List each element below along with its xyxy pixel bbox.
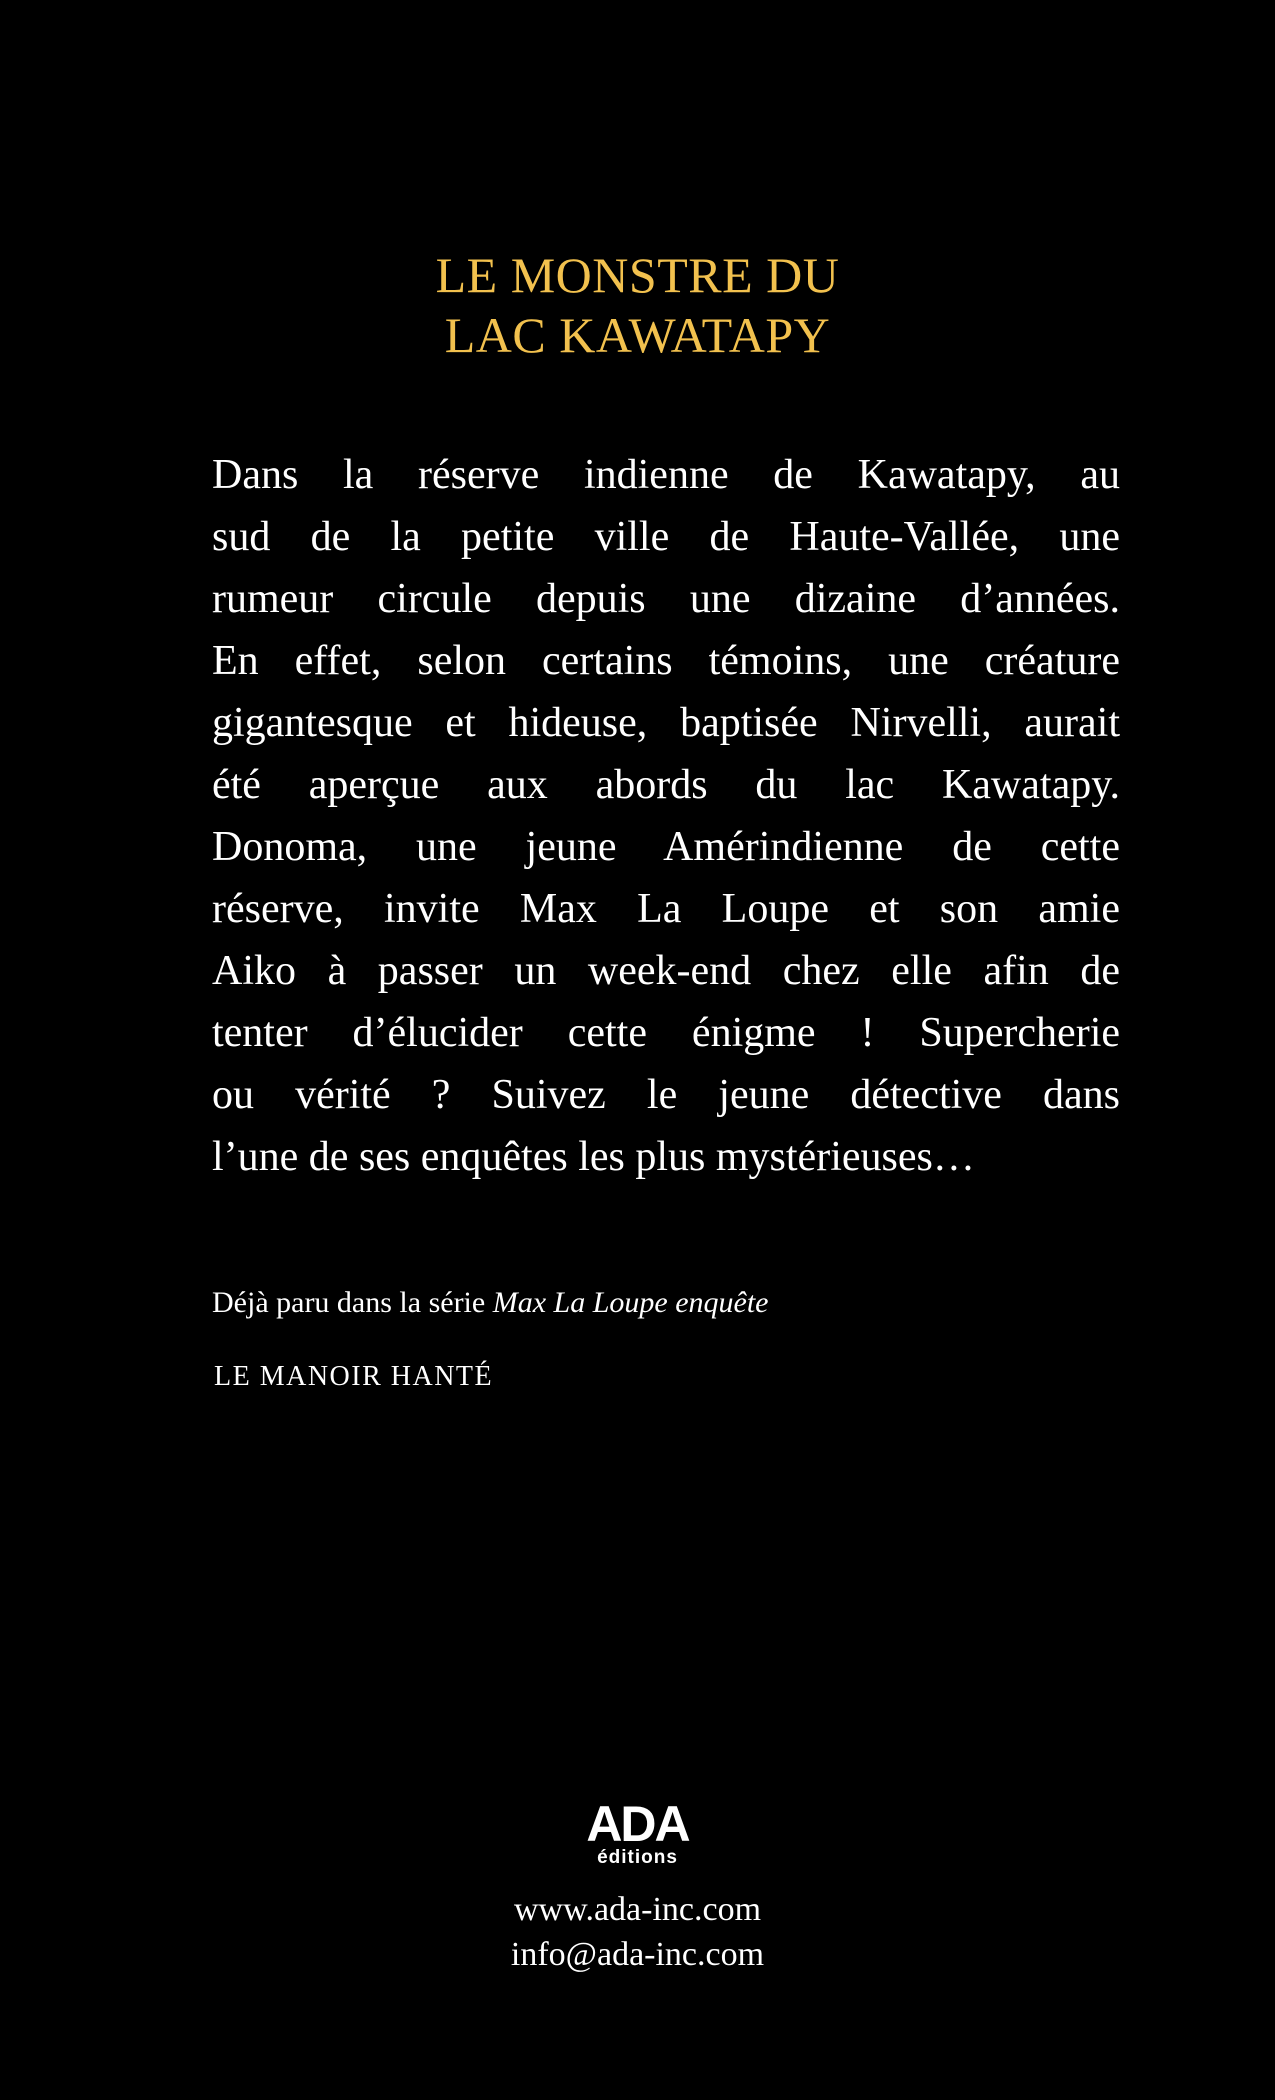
blurb-line: l’une de ses enquêtes les plus mystérieuses…	[212, 1134, 975, 1180]
series-intro	[212, 1283, 769, 1323]
publisher-website: www.ada-inc.com	[513, 1891, 762, 1928]
publisher-logo-subtext: éditions	[597, 1847, 678, 1867]
series-name: Max La Loupe enquête	[492, 1286, 769, 1319]
publisher-logo-text: ADA	[586, 1797, 689, 1852]
publisher-logo	[560, 1797, 715, 1867]
previous-book-title: LE MANOIR HANTÉ	[214, 1361, 494, 1392]
publisher-email: info@ada-inc.com	[510, 1936, 765, 1973]
blurb-line: ou vérité ? Suivez le jeune détective dans	[212, 1072, 1120, 1118]
blurb-line: été aperçue aux abords du lac Kawatapy.	[212, 762, 1120, 808]
blurb-line: rumeur circule depuis une dizaine d’années.	[212, 576, 1120, 622]
blurb-line: réserve, invite Max La Loupe et son amie	[212, 886, 1120, 932]
blurb-line: gigantesque et hideuse, baptisée Nirvelli, aurait	[212, 700, 1120, 746]
book-title-line-2: LAC KAWATAPY	[444, 307, 831, 363]
blurb-line: Dans la réserve indienne de Kawatapy, au	[212, 452, 1120, 498]
blurb-line: sud de la petite ville de Haute-Vallée, une	[212, 514, 1120, 560]
book-title-line-1: LE MONSTRE DU	[435, 247, 840, 303]
blurb-line: Donoma, une jeune Amérindienne de cette	[212, 824, 1120, 870]
blurb-line: tenter d’élucider cette énigme ! Supercherie	[212, 1010, 1120, 1056]
blurb-line: En effet, selon certains témoins, une créature	[212, 638, 1120, 684]
blurb-line: Aiko à passer un week-end chez elle afin de	[212, 948, 1120, 994]
series-intro-prefix: Déjà paru dans la série	[212, 1286, 493, 1319]
